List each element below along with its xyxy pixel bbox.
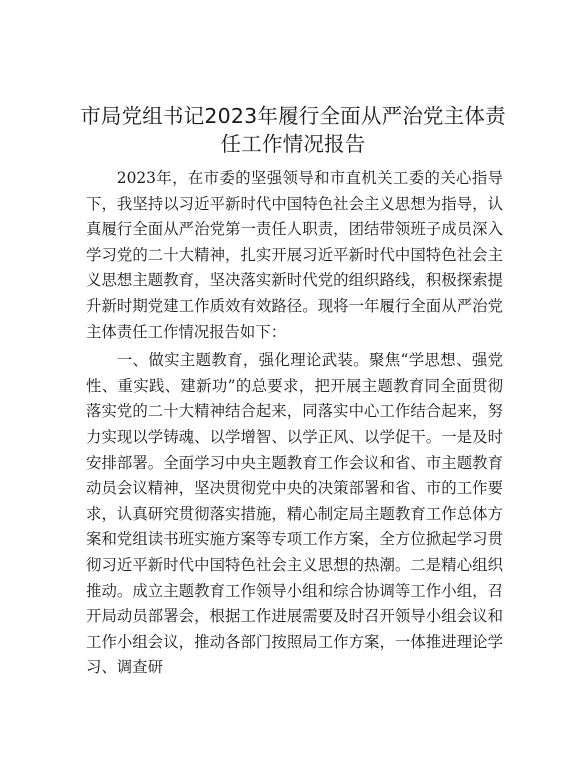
intro-paragraph: 2023年，在市委的坚强领导和市直机关工委的关心指导下，我坚持以习近平新时代中国特色社会主义思想为指导，认真履行全面从严治党第一责任人职责，团结带领班子成员深入学习党的二十大精神，扎实开展习近平新时代中国特色社会主义思想主题教育，坚决落实新时代党的组织路线，积极探索提升新时期党建工作质效有效路径。现将一年履行全面从严治党主体责任工作情况报告如下： xyxy=(86,169,503,341)
section-one-paragraph: 一、做实主题教育，强化理论武装。聚焦“学思想、强党性、重实践、建新功”的总要求，把开展主题教育同全面贯彻落实党的二十大精神结合起来，同落实中心工作结合起来，努力实现以学铸魂、以学增智、以学正风、以学促干。一是及时安排部署。全面学习中央主题教育工作会议和省、市主题教育动员会议精神，坚决贯彻党中央的决策部署和省、市的工作要求，认真研究贯彻落实措施，精心制定局主题教育工作总体方案和党组读书班实施方案等专项工作方案，全方位掀起学习贯彻习近平新时代中国特色社会主义思想的热潮。二是精心组织推动。成立主题教育工作领导小组和综合协调等工作小组，召开局动员部署会，根据工作进展需要及时召开领导小组会议和工作小组会议，推动各部门按照局工作方案，一体推进理论学习、调查研 xyxy=(86,351,503,677)
document-title: 市局党组书记2023年履行全面从严治党主体责任工作情况报告 xyxy=(80,104,506,156)
document-body xyxy=(86,166,503,681)
